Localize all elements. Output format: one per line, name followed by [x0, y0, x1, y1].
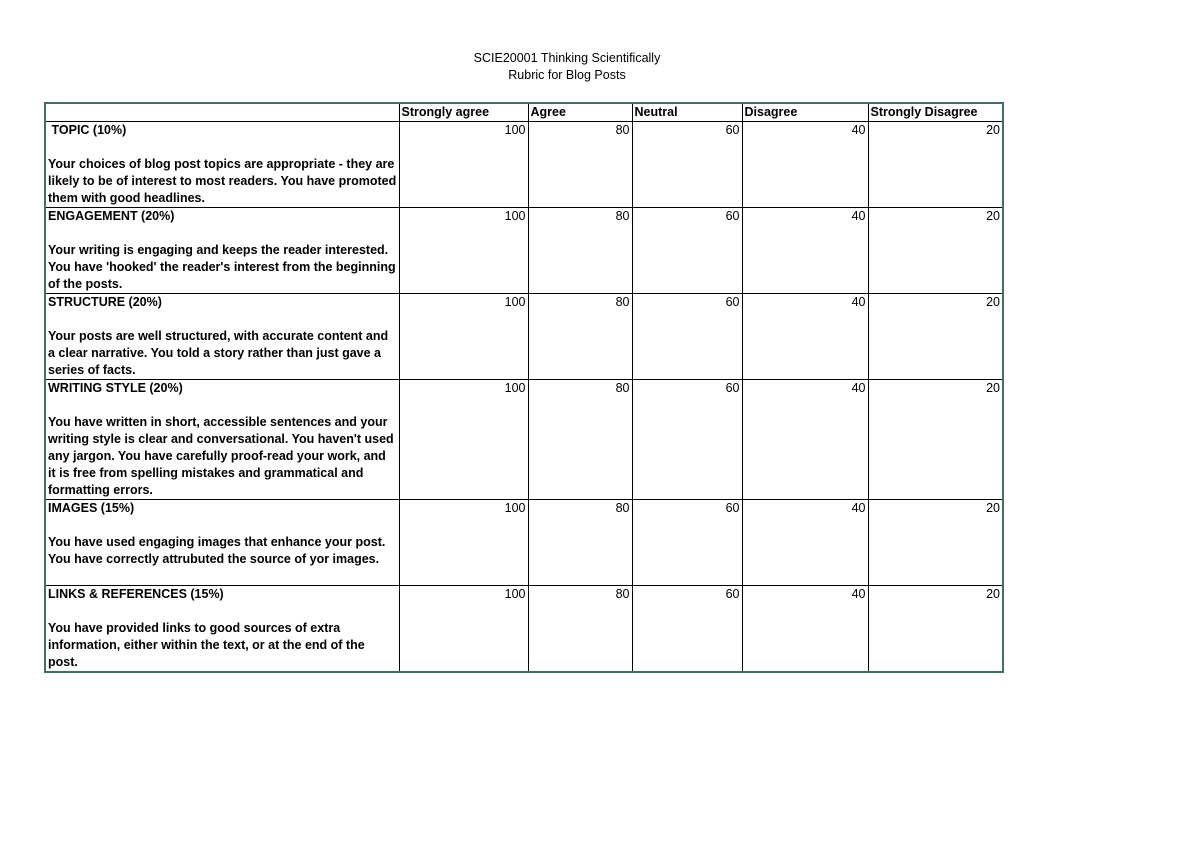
score-cell: 40	[742, 208, 868, 294]
score-cell: 80	[528, 208, 632, 294]
table-row	[45, 208, 1003, 294]
score-cell: 40	[742, 380, 868, 500]
score-cell: 60	[632, 380, 742, 500]
score-cell: 100	[399, 208, 528, 294]
criterion-cell	[45, 500, 399, 586]
criterion-title: STRUCTURE (20%)	[48, 295, 162, 309]
table-row	[45, 500, 1003, 586]
score-cell: 40	[742, 586, 868, 673]
score-cell: 80	[528, 294, 632, 380]
score-cell: 80	[528, 122, 632, 208]
score-cell: 100	[399, 500, 528, 586]
score-cell: 20	[868, 294, 1003, 380]
score-cell: 80	[528, 500, 632, 586]
course-title: SCIE20001 Thinking Scientifically	[473, 51, 661, 65]
criterion-title: IMAGES (15%)	[48, 501, 135, 515]
table-row	[45, 294, 1003, 380]
header-agree: Agree	[528, 103, 632, 122]
criterion-title: LINKS & REFERENCES (15%)	[48, 587, 224, 601]
score-cell: 60	[632, 500, 742, 586]
criterion-description: Your choices of blog post topics are appropriate - they are likely to be of interest to most readers. You have promoted them with good headlines.	[48, 157, 397, 205]
criterion-cell	[45, 586, 399, 673]
header-disagree: Disagree	[742, 103, 868, 122]
criterion-cell	[45, 294, 399, 380]
criterion-cell	[45, 208, 399, 294]
score-cell: 100	[399, 380, 528, 500]
criterion-description: You have written in short, accessible sentences and your writing style is clear and conversational. You haven't used any jargon. You have carefully proof-read your work, and it is free from spelling mistakes and grammatical and formatting errors.	[48, 415, 394, 497]
score-cell: 20	[868, 380, 1003, 500]
header-strongly-disagree: Strongly Disagree	[868, 103, 1003, 122]
score-cell: 40	[742, 122, 868, 208]
criterion-title: WRITING STYLE (20%)	[48, 381, 183, 395]
criterion-cell	[45, 122, 399, 208]
score-cell: 60	[632, 122, 742, 208]
score-cell: 60	[632, 294, 742, 380]
score-cell: 60	[632, 586, 742, 673]
score-cell: 20	[868, 586, 1003, 673]
criterion-cell	[45, 380, 399, 500]
criterion-description: You have used engaging images that enhance your post. You have correctly attrubuted the source of yor images.	[48, 535, 386, 566]
document-title-block	[0, 50, 1134, 84]
header-neutral: Neutral	[632, 103, 742, 122]
score-cell: 40	[742, 500, 868, 586]
criterion-description: Your writing is engaging and keeps the reader interested. You have 'hooked' the reader's interest from the beginning of the posts.	[48, 243, 396, 291]
score-cell: 80	[528, 380, 632, 500]
criterion-title: TOPIC (10%)	[48, 123, 127, 137]
criterion-title: ENGAGEMENT (20%)	[48, 209, 175, 223]
score-cell: 20	[868, 208, 1003, 294]
rubric-table	[44, 102, 1004, 673]
score-cell: 100	[399, 586, 528, 673]
score-cell: 100	[399, 122, 528, 208]
score-cell: 20	[868, 500, 1003, 586]
header-strongly-agree: Strongly agree	[399, 103, 528, 122]
table-row	[45, 586, 1003, 673]
criterion-description: Your posts are well structured, with accurate content and a clear narrative. You told a story rather than just gave a series of facts.	[48, 329, 389, 377]
table-row	[45, 122, 1003, 208]
score-cell: 20	[868, 122, 1003, 208]
score-cell: 60	[632, 208, 742, 294]
score-cell: 100	[399, 294, 528, 380]
score-cell: 80	[528, 586, 632, 673]
table-row	[45, 380, 1003, 500]
rubric-subtitle: Rubric for Blog Posts	[508, 68, 626, 82]
criterion-description: You have provided links to good sources of extra information, either within the text, or at the end of the post.	[48, 621, 365, 669]
header-criterion	[45, 103, 399, 122]
score-cell: 40	[742, 294, 868, 380]
header-row	[45, 103, 1003, 122]
